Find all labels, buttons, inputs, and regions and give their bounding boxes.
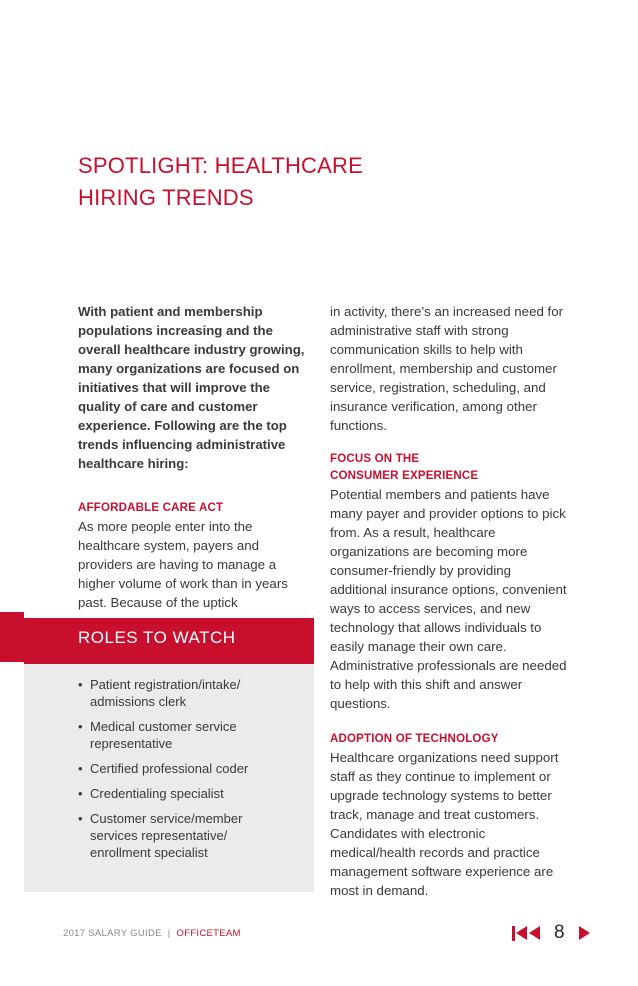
consumer-experience-heading-line-2: CONSUMER EXPERIENCE <box>330 470 479 482</box>
list-item: • Customer service/member services representative/ enrollment specialist <box>78 810 288 861</box>
roles-list <box>78 676 288 869</box>
roles-to-watch-title: ROLES TO WATCH <box>78 628 236 647</box>
page-title-line-2: HIRING TRENDS <box>78 185 254 210</box>
page-title <box>78 150 498 214</box>
affordable-care-act-heading: AFFORDABLE CARE ACT <box>78 502 224 514</box>
list-item: • Credentialing specialist <box>78 785 288 802</box>
footer-brand: OFFICETEAM <box>176 928 241 939</box>
page-title-line-1: SPOTLIGHT: HEALTHCARE <box>78 153 363 178</box>
technology-heading: ADOPTION OF TECHNOLOGY <box>330 733 499 745</box>
list-item: • Medical customer service representative <box>78 718 288 752</box>
consumer-experience-heading-line-1: FOCUS ON THE <box>330 453 420 465</box>
consumer-experience-heading <box>330 451 570 485</box>
technology-text: Healthcare organizations need support staff as they continue to implement or upgrade technology systems to better track, manage and treat customers. Candidates with electronic medical/health records and practice management software experience are most in demand. <box>330 750 559 898</box>
list-item: • Patient registration/intake/ admissions clerk <box>78 676 288 710</box>
next-page-icon[interactable] <box>579 926 590 940</box>
consumer-experience-text: Potential members and patients have many payer and provider options to pick from. As a result, healthcare organizations are becoming more consumer-friendly by providing additional insurance options, convenient ways to access services, and new technology that allows individuals to easily manage their own care. Administrative professionals are needed to help with this shift and answer questions. <box>330 487 567 711</box>
affordable-care-act-text-continued: in activity, there’s an increased need for administrative staff with strong communication skills to help with enrollment, membership and customer service, registration, scheduling, and insurance verification, among other functions. <box>330 304 564 433</box>
left-column <box>78 302 314 612</box>
footer-separator: | <box>167 928 171 939</box>
page-number: 8 <box>554 922 565 943</box>
roles-accent-tab <box>0 612 24 662</box>
affordable-care-act-text: As more people enter into the healthcare system, payers and providers are having to manage a higher volume of work than in years past. Because of the uptick <box>78 519 288 610</box>
first-page-icon[interactable] <box>512 926 527 941</box>
page-navigation <box>512 918 590 948</box>
previous-page-icon[interactable] <box>529 926 540 940</box>
intro-paragraph: With patient and membership populations increasing and the overall healthcare industry growing, many organizations are focused on initiatives that will improve the quality of care and customer experience. Following are the top trends influencing administrative healthcare hiring: <box>78 304 305 471</box>
list-item: • Certified professional coder <box>78 760 288 777</box>
right-column <box>330 302 570 900</box>
footer-guide-label: 2017 SALARY GUIDE <box>63 928 162 939</box>
page-footer <box>63 928 241 939</box>
